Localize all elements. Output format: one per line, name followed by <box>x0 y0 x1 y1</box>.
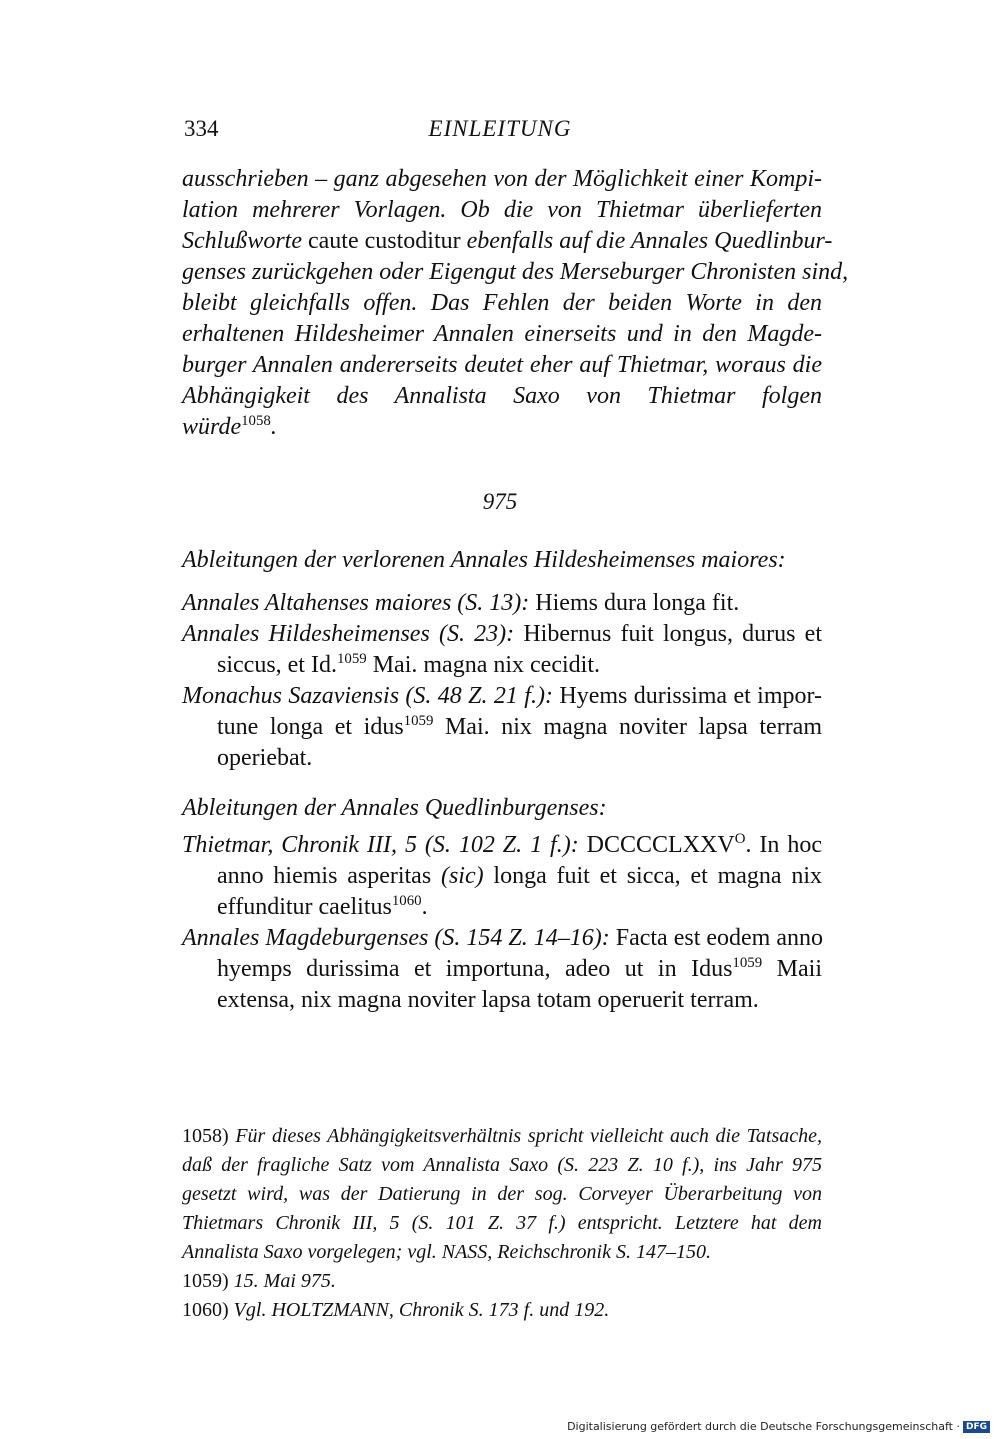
source-text: Maii <box>762 956 822 982</box>
source-text: . In hoc <box>745 832 823 858</box>
entry-line: operiebat. <box>217 745 313 771</box>
footnote-line: gesetzt wird, was der Datierung in der sog. Corveyer Überarbeitung von <box>182 1183 822 1205</box>
running-head: EINLEITUNG <box>428 116 572 141</box>
punctuation: . <box>421 894 428 920</box>
footnote-line <box>182 1122 822 1151</box>
source-entry <box>182 588 822 619</box>
footnote-ref-1058[interactable]: 1058 <box>241 413 271 429</box>
footnote-line: Thietmars Chronik III, 5 (S. 101 Z. 37 f.) entspricht. Letztere hat dem <box>182 1212 822 1234</box>
footnote-text: Für dieses Abhängigkeitsverhältnis spricht vielleicht auch die Tatsache, <box>228 1125 822 1147</box>
footnote-line: daß der fragliche Satz vom Annalista Saxo (S. 223 Z. 10 f.), ins Jahr 975 <box>182 1154 822 1176</box>
italic-text: Schlußworte <box>182 228 302 254</box>
footnote-ref-1059[interactable]: 1059 <box>732 955 763 971</box>
footnote-ref-1060[interactable]: 1060 <box>391 893 422 909</box>
italic-text: ebenfalls auf die Annales Quedlinbur- <box>466 228 833 254</box>
entry-line <box>182 712 822 743</box>
source-list <box>182 588 822 774</box>
source-text: Hiems dura longa fit. <box>529 590 740 616</box>
source-entry <box>182 681 822 774</box>
footnote-text: Vgl. HOLTZMANN, Chronik S. 173 f. und 192. <box>228 1299 610 1321</box>
entry-line <box>182 619 822 650</box>
digitization-text: Digitalisierung gefördert durch die Deutsche Forschungsgemeinschaft · <box>567 1420 960 1433</box>
footnote-number: 1059) <box>182 1270 229 1292</box>
last-word: würde <box>182 414 242 440</box>
text-line <box>182 226 833 257</box>
entry-line <box>182 892 822 923</box>
digitization-notice <box>567 1420 990 1433</box>
text-line: bleibt gleichfalls offen. Das Fehlen der beiden Worte in den <box>182 290 822 316</box>
footnote-line: Annalista Saxo vorgelegen; vgl. NASS, Reichschronik S. 147–150. <box>182 1241 711 1263</box>
source-text: longa fuit et sicca, et magna nix <box>483 863 822 889</box>
source-entry <box>182 830 822 923</box>
source-text: Mai. nix magna noviter lapsa terram <box>433 714 822 740</box>
latin-quote: caute custoditur <box>302 228 467 254</box>
intro-paragraph <box>182 164 849 443</box>
source-text: tune longa et idus <box>217 714 404 740</box>
text-line: erhaltenen Hildesheimer Annalen einerseits und in den Magde- <box>182 321 822 347</box>
source-text: siccus, et Id. <box>217 652 337 678</box>
entry-line <box>182 681 822 712</box>
source-text: hyemps durissima et importuna, adeo ut in Idus <box>217 956 733 982</box>
source-text: Facta est eodem anno <box>609 925 823 951</box>
footnote-number: 1058) <box>182 1125 229 1147</box>
source-citation: Annales Altahenses maiores (S. 13): <box>182 590 530 616</box>
degree-mark: O <box>734 831 746 847</box>
footnote-1060 <box>182 1296 822 1325</box>
footnote-1058 <box>182 1122 822 1267</box>
source-text: effunditur caelitus <box>217 894 392 920</box>
text-line: burger Annalen andererseits deutet eher auf Thietmar, woraus die <box>182 352 822 378</box>
punctuation: . <box>270 414 277 440</box>
source-entry <box>182 619 822 681</box>
section-heading: Ableitungen der Annales Quedlinburgenses: <box>182 795 607 821</box>
source-entry <box>182 923 822 1016</box>
footnotes <box>182 1122 822 1325</box>
source-text: Hibernus fuit longus, durus et <box>514 621 823 647</box>
source-citation: Monachus Sazaviensis (S. 48 Z. 21 f.): <box>182 683 553 709</box>
source-list <box>182 830 822 1016</box>
source-citation: Annales Hildesheimenses (S. 23): <box>182 621 515 647</box>
year-heading: 975 <box>482 489 518 514</box>
source-text: Hyems durissima et impor- <box>552 683 822 709</box>
entry-line <box>182 830 822 861</box>
sic-mark: (sic) <box>440 863 484 889</box>
entry-line <box>182 923 822 954</box>
footnote-ref-1059[interactable]: 1059 <box>336 651 367 667</box>
source-text: anno hiemis asperitas <box>217 863 441 889</box>
source-citation: Annales Magdeburgenses (S. 154 Z. 14–16): <box>182 925 610 951</box>
entry-line <box>182 861 822 892</box>
source-text: Mai. magna nix cecidit. <box>366 652 600 678</box>
text-line: lation mehrerer Vorlagen. Ob die von Thietmar überlieferten <box>182 197 822 223</box>
page-number: 334 <box>184 116 219 141</box>
dfg-logo: DFG <box>963 1421 990 1433</box>
source-citation: Thietmar, Chronik III, 5 (S. 102 Z. 1 f.): <box>182 832 579 858</box>
footnote-text: 15. Mai 975. <box>228 1270 336 1292</box>
text-line: genses zurückgehen oder Eigengut des Merseburger Chronisten sind, <box>182 259 849 285</box>
entry-line <box>182 954 822 985</box>
text-line: ausschrieben – ganz abgesehen von der Möglichkeit einer Kompi- <box>182 166 822 192</box>
text-line: Abhängigkeit des Annalista Saxo von Thietmar folgen <box>182 383 822 409</box>
entry-line <box>182 588 822 619</box>
section-heading: Ableitungen der verlorenen Annales Hildesheimenses maiores: <box>182 547 786 573</box>
footnote-1059 <box>182 1267 822 1296</box>
footnote-number: 1060) <box>182 1299 229 1321</box>
footnote-ref-1059[interactable]: 1059 <box>403 713 434 729</box>
text-line <box>182 412 822 443</box>
entry-line: extensa, nix magna noviter lapsa totam operuerit terram. <box>217 987 759 1013</box>
entry-line <box>182 650 822 681</box>
source-text: DCCCCLXXV <box>578 832 735 858</box>
